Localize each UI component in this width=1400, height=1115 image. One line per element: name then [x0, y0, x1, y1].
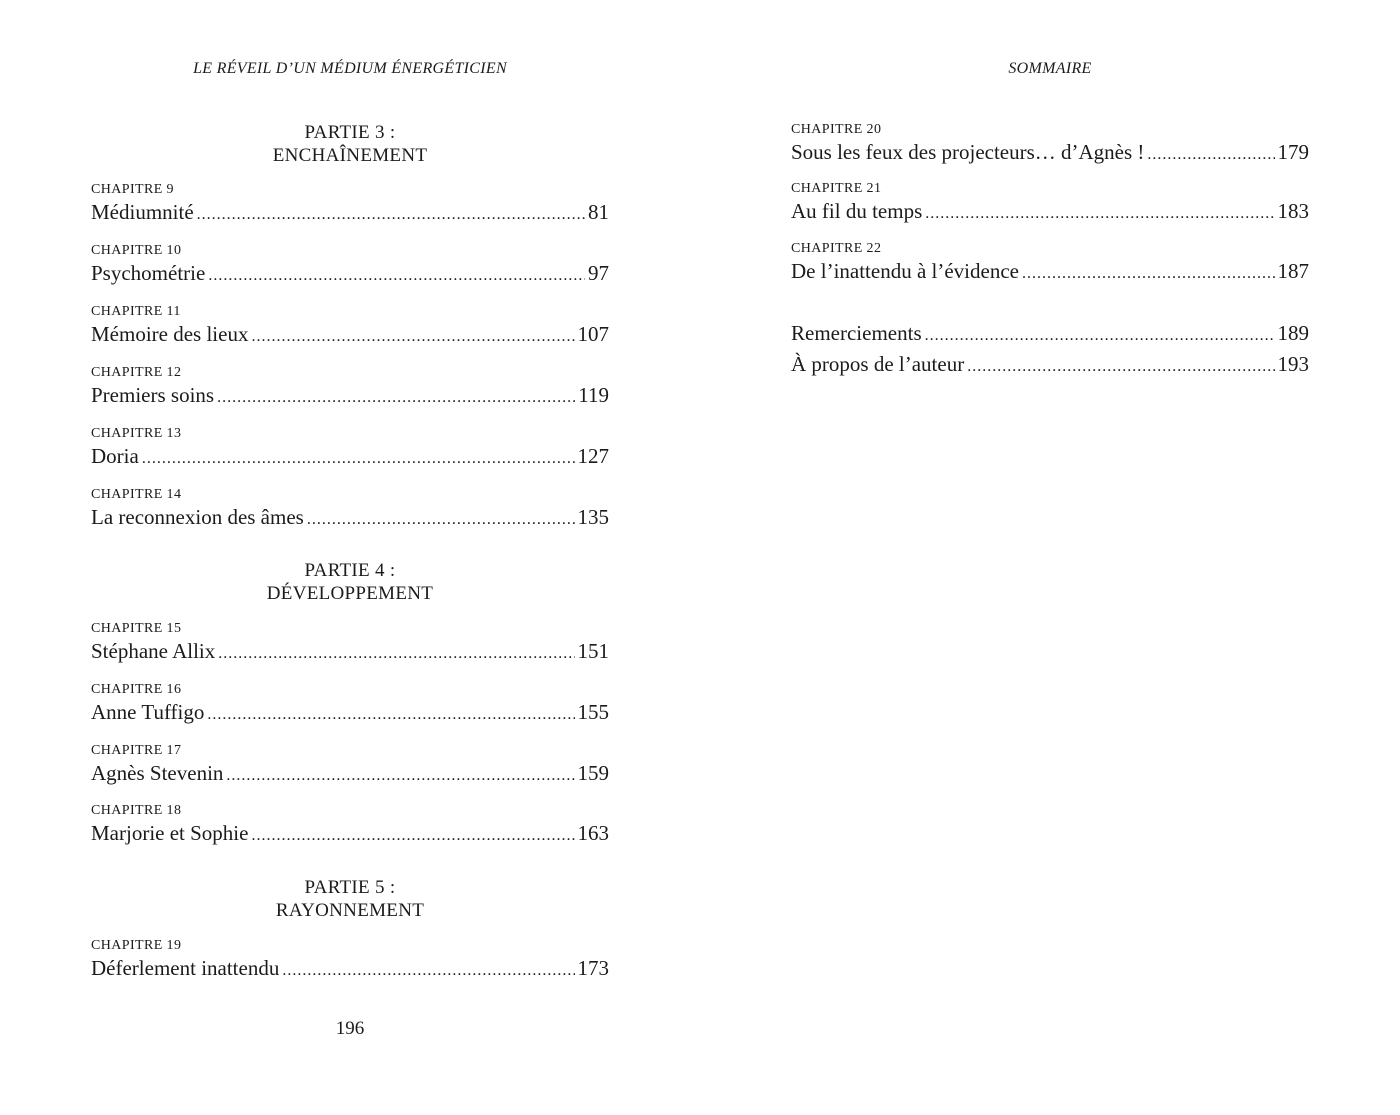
chapter-title: Anne Tuffigo — [91, 700, 205, 724]
part-heading — [91, 876, 609, 922]
chapter-title: Doria — [91, 444, 139, 468]
dot-leader — [207, 701, 574, 726]
page-number: 97 — [588, 261, 609, 285]
chapter-title: Premiers soins — [91, 383, 215, 407]
dot-leader — [307, 506, 575, 531]
page-number: 135 — [577, 505, 609, 529]
page-number: 151 — [577, 639, 609, 663]
toc-line — [91, 759, 609, 787]
section-title: À propos de l’auteur — [791, 352, 965, 376]
chapter-label: CHAPITRE 17 — [91, 743, 182, 758]
page-number: 155 — [577, 700, 609, 724]
dot-leader — [925, 322, 1275, 347]
toc-entry-remerciements[interactable] — [791, 319, 1309, 347]
part-number: PARTIE 5 : — [304, 877, 396, 898]
toc-line — [791, 350, 1309, 378]
toc-entry[interactable] — [91, 243, 609, 287]
dot-leader — [142, 445, 575, 470]
part-title: RAYONNEMENT — [275, 900, 425, 921]
toc-line — [91, 637, 609, 665]
chapter-label: CHAPITRE 19 — [91, 938, 182, 953]
dot-leader — [251, 323, 574, 348]
toc-line — [791, 257, 1309, 285]
dot-leader — [197, 201, 585, 226]
toc-entry[interactable] — [91, 938, 609, 982]
chapter-label: CHAPITRE 10 — [91, 243, 182, 258]
toc-line — [91, 503, 609, 531]
toc-line — [791, 319, 1309, 347]
page-number: 81 — [588, 200, 609, 224]
toc-entry[interactable] — [91, 426, 609, 470]
toc-line — [91, 320, 609, 348]
dot-leader — [218, 640, 574, 665]
part-heading — [91, 121, 609, 167]
dot-leader — [967, 353, 1274, 378]
chapter-title: Psychométrie — [91, 261, 206, 285]
dot-leader — [1147, 141, 1274, 166]
chapter-label: CHAPITRE 16 — [91, 682, 182, 697]
toc-line — [791, 138, 1309, 166]
page-number: 189 — [1277, 321, 1309, 345]
chapter-title: De l’inattendu à l’évidence — [791, 259, 1019, 283]
page-number: 119 — [578, 383, 609, 407]
toc-line — [91, 442, 609, 470]
toc-line — [91, 381, 609, 409]
chapter-title: Mémoire des lieux — [91, 322, 249, 346]
left-page — [91, 0, 609, 1115]
dot-leader — [217, 384, 575, 409]
chapter-label: CHAPITRE 15 — [91, 621, 182, 636]
page-number: 187 — [1277, 259, 1309, 283]
dot-leader — [226, 762, 574, 787]
toc-line — [91, 954, 609, 982]
toc-entry[interactable] — [91, 365, 609, 409]
toc-line — [91, 259, 609, 287]
toc-entry[interactable] — [91, 621, 609, 665]
page-number: 163 — [577, 821, 609, 845]
page-number: 183 — [1277, 199, 1309, 223]
running-head-left: LE RÉVEIL D’UN MÉDIUM ÉNERGÉTICIEN — [193, 60, 507, 77]
chapter-label: CHAPITRE 12 — [91, 365, 182, 380]
dot-leader — [251, 822, 574, 847]
page-number: 179 — [1277, 140, 1309, 164]
part-title: ENCHAÎNEMENT — [272, 145, 428, 166]
chapter-title: Au fil du temps — [791, 199, 923, 223]
running-head-right: SOMMAIRE — [1008, 60, 1092, 77]
toc-line — [791, 197, 1309, 225]
toc-entry-a-propos[interactable] — [791, 350, 1309, 378]
chapter-label: CHAPITRE 21 — [791, 181, 882, 196]
dot-leader — [208, 262, 585, 287]
chapter-label: CHAPITRE 9 — [91, 182, 174, 197]
chapter-title: Sous les feux des projecteurs… d’Agnès ! — [791, 140, 1145, 164]
toc-entry[interactable] — [91, 182, 609, 226]
chapter-title: Médiumnité — [91, 200, 194, 224]
part-number: PARTIE 3 : — [304, 122, 396, 143]
part-heading — [91, 559, 609, 605]
page-folio: 196 — [335, 1018, 365, 1039]
toc-line — [91, 198, 609, 226]
page-number: 173 — [577, 956, 609, 980]
toc-entry[interactable] — [91, 743, 609, 787]
chapter-title: Déferlement inattendu — [91, 956, 280, 980]
toc-line — [91, 819, 609, 847]
toc-entry[interactable] — [791, 122, 1309, 166]
chapter-title: Marjorie et Sophie — [91, 821, 249, 845]
page-number: 107 — [577, 322, 609, 346]
toc-line — [91, 698, 609, 726]
chapter-label: CHAPITRE 20 — [791, 122, 882, 137]
chapter-label: CHAPITRE 22 — [791, 241, 882, 256]
page-number: 193 — [1277, 352, 1309, 376]
chapter-title: Stéphane Allix — [91, 639, 216, 663]
toc-entry[interactable] — [791, 241, 1309, 285]
toc-entry[interactable] — [91, 487, 609, 531]
page-number: 127 — [577, 444, 609, 468]
section-title: Remerciements — [791, 321, 922, 345]
chapter-label: CHAPITRE 13 — [91, 426, 182, 441]
part-number: PARTIE 4 : — [304, 560, 396, 581]
part-title: DÉVELOPPEMENT — [266, 583, 434, 604]
toc-entry[interactable] — [91, 682, 609, 726]
dot-leader — [1022, 260, 1275, 285]
chapter-label: CHAPITRE 18 — [91, 803, 182, 818]
toc-entry[interactable] — [791, 181, 1309, 225]
dot-leader — [925, 200, 1274, 225]
chapter-title: La reconnexion des âmes — [91, 505, 304, 529]
toc-entry[interactable] — [91, 803, 609, 847]
chapter-label: CHAPITRE 11 — [91, 304, 181, 319]
chapter-title: Agnès Stevenin — [91, 761, 224, 785]
page-number: 159 — [577, 761, 609, 785]
toc-entry[interactable] — [91, 304, 609, 348]
chapter-label: CHAPITRE 14 — [91, 487, 182, 502]
right-page — [791, 0, 1309, 1115]
dot-leader — [282, 957, 574, 982]
